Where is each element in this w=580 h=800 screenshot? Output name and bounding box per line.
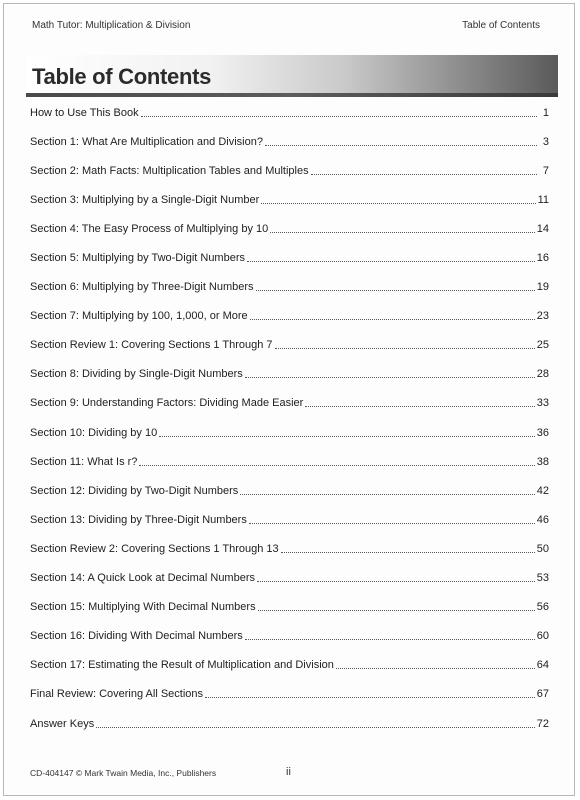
toc-entry-label: Section 5: Multiplying by Two-Digit Numbers xyxy=(30,252,245,265)
toc-entry xyxy=(30,418,549,447)
dot-leader xyxy=(240,493,534,495)
toc-entry xyxy=(30,651,549,680)
dot-leader xyxy=(245,376,535,378)
toc-entry xyxy=(30,185,549,214)
dot-leader xyxy=(250,318,535,320)
toc-entry xyxy=(30,302,549,331)
toc-entry-page: 11 xyxy=(537,193,549,206)
toc-entry-label: Section 1: What Are Multiplication and Division? xyxy=(30,135,263,148)
toc-entry-page: 46 xyxy=(536,513,549,526)
running-header xyxy=(32,20,540,31)
dot-leader xyxy=(270,231,534,233)
toc-entry-page: 3 xyxy=(542,135,549,148)
toc-entry xyxy=(30,98,549,127)
dot-leader xyxy=(249,522,535,524)
dot-leader xyxy=(258,609,535,611)
toc-entry xyxy=(30,273,549,302)
toc-entry-page: 56 xyxy=(536,601,549,614)
toc-entry-page: 67 xyxy=(536,688,549,701)
toc-entry-label: Section 9: Understanding Factors: Dividing Made Easier xyxy=(30,397,304,410)
dot-leader xyxy=(141,115,537,117)
toc-entry-page: 50 xyxy=(536,542,549,555)
toc-entry-page: 60 xyxy=(536,630,549,643)
toc-entry-page: 19 xyxy=(536,281,549,294)
header-book-title: Math Tutor: Multiplication & Division xyxy=(32,20,191,31)
dot-leader xyxy=(159,435,535,437)
toc-entry-page: 16 xyxy=(536,252,549,265)
toc-entry xyxy=(30,476,549,505)
title-banner xyxy=(26,55,558,97)
dot-leader xyxy=(261,202,535,204)
toc-entry-label: Section 15: Multiplying With Decimal Numbers xyxy=(30,601,256,614)
dot-leader xyxy=(265,144,537,146)
dot-leader xyxy=(336,667,535,669)
dot-leader xyxy=(281,551,535,553)
toc-entry-label: Section 8: Dividing by Single-Digit Numbers xyxy=(30,368,243,381)
toc-list xyxy=(30,98,549,738)
toc-entry xyxy=(30,331,549,360)
dot-leader xyxy=(305,405,534,407)
toc-entry-label: How to Use This Book xyxy=(30,106,139,119)
dot-leader xyxy=(96,726,535,728)
toc-entry xyxy=(30,680,549,709)
toc-entry-page: 14 xyxy=(536,222,549,235)
toc-entry xyxy=(30,564,549,593)
toc-entry xyxy=(30,389,549,418)
dot-leader xyxy=(257,580,535,582)
toc-entry-label: Section 6: Multiplying by Three-Digit Numbers xyxy=(30,281,254,294)
footer-page-number: ii xyxy=(286,766,291,778)
toc-entry-page: 64 xyxy=(536,659,549,672)
toc-entry-page: 33 xyxy=(536,397,549,410)
toc-entry-label: Section 16: Dividing With Decimal Numbers xyxy=(30,630,243,643)
toc-entry-page: 1 xyxy=(542,106,549,119)
dot-leader xyxy=(245,638,535,640)
toc-entry xyxy=(30,243,549,272)
toc-entry xyxy=(30,505,549,534)
toc-entry-label: Final Review: Covering All Sections xyxy=(30,688,204,701)
toc-entry-page: 28 xyxy=(536,368,549,381)
toc-entry-label: Answer Keys xyxy=(30,717,95,730)
footer-publisher: CD-404147 © Mark Twain Media, Inc., Publishers xyxy=(30,768,217,778)
toc-entry xyxy=(30,127,549,156)
toc-entry-page: 38 xyxy=(536,455,549,468)
toc-entry-label: Section 3: Multiplying by a Single-Digit Number xyxy=(30,193,260,206)
toc-entry-page: 53 xyxy=(536,572,549,585)
toc-entry xyxy=(30,214,549,243)
dot-leader xyxy=(256,289,535,291)
dot-leader xyxy=(275,347,535,349)
toc-entry-page: 42 xyxy=(536,484,549,497)
toc-entry-page: 36 xyxy=(536,426,549,439)
toc-entry-label: Section 7: Multiplying by 100, 1,000, or More xyxy=(30,310,248,323)
toc-entry-label: Section 14: A Quick Look at Decimal Numbers xyxy=(30,572,255,585)
toc-entry-label: Section 17: Estimating the Result of Multiplication and Division xyxy=(30,659,334,672)
toc-entry-label: Section 2: Math Facts: Multiplication Tables and Multiples xyxy=(30,164,309,177)
dot-leader xyxy=(311,173,537,175)
toc-entry-label: Section 4: The Easy Process of Multiplying by 10 xyxy=(30,222,269,235)
toc-entry xyxy=(30,622,549,651)
toc-entry-label: Section 10: Dividing by 10 xyxy=(30,426,158,439)
toc-entry-label: Section Review 1: Covering Sections 1 Through 7 xyxy=(30,339,273,352)
toc-entry-label: Section 13: Dividing by Three-Digit Numbers xyxy=(30,513,247,526)
toc-entry xyxy=(30,534,549,563)
toc-entry xyxy=(30,593,549,622)
toc-entry xyxy=(30,709,549,738)
page-title: Table of Contents xyxy=(32,64,212,89)
dot-leader xyxy=(247,260,535,262)
toc-entry xyxy=(30,156,549,185)
toc-entry xyxy=(30,447,549,476)
header-section-title: Table of Contents xyxy=(462,20,540,31)
dot-leader xyxy=(139,464,534,466)
toc-entry-label: Section 11: What Is r? xyxy=(30,455,138,468)
toc-entry-page: 23 xyxy=(536,310,549,323)
toc-entry-label: Section Review 2: Covering Sections 1 Through 13 xyxy=(30,542,279,555)
toc-entry-page: 25 xyxy=(536,339,549,352)
toc-entry xyxy=(30,360,549,389)
toc-entry-page: 72 xyxy=(536,717,549,730)
dot-leader xyxy=(205,696,535,698)
toc-entry-page: 7 xyxy=(542,164,549,177)
book-page xyxy=(3,3,575,796)
toc-entry-label: Section 12: Dividing by Two-Digit Numbers xyxy=(30,484,239,497)
